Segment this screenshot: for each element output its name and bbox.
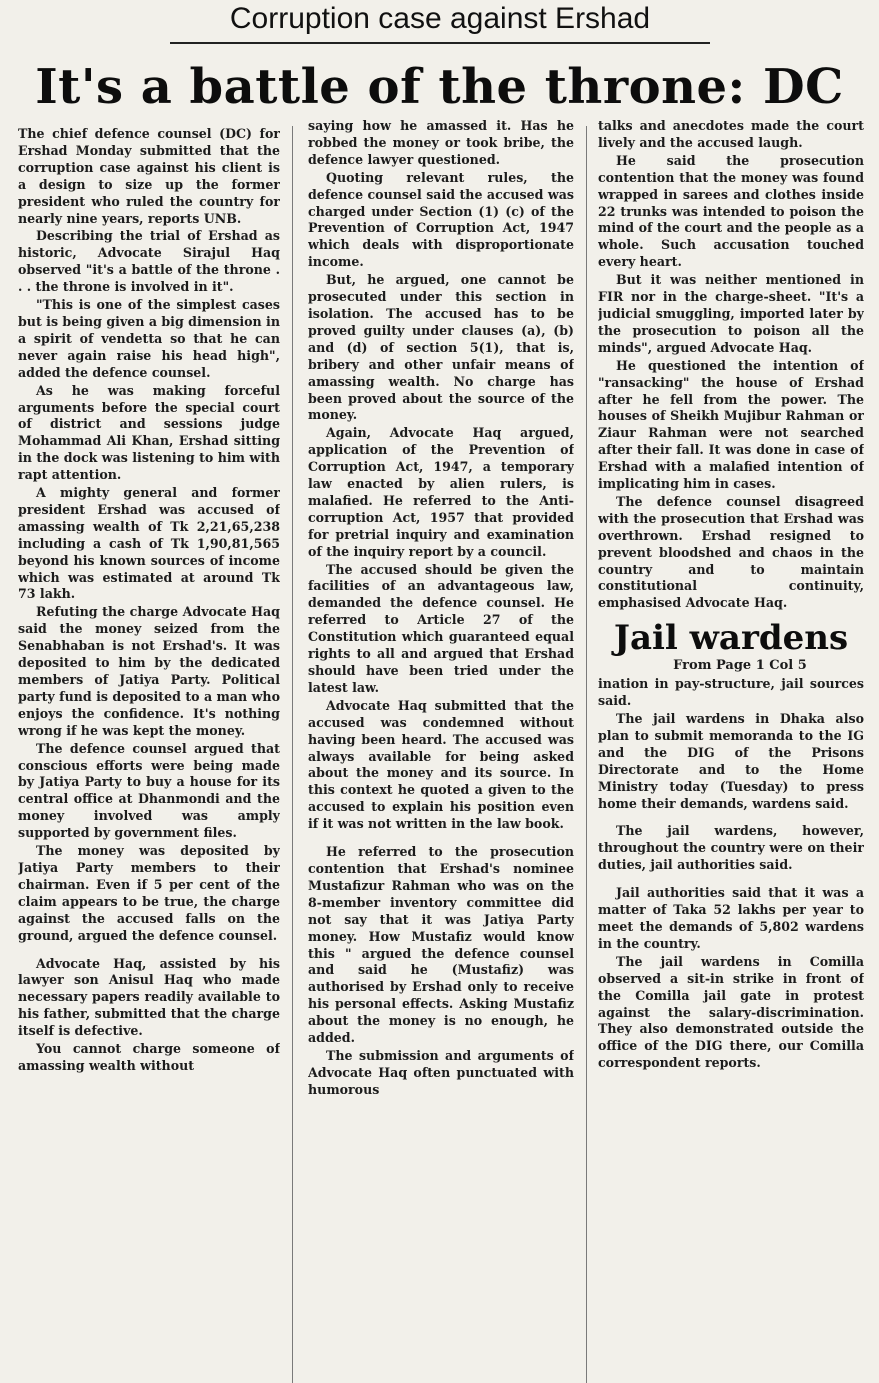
column-divider [586, 126, 587, 1383]
paragraph: The jail wardens in Comilla observed a sit-in strike in front of the Comilla jail gate in protest against the salary-discrimination. They also demonstrated outside the office of the DIG there, our Comilla correspondent reports. [598, 953, 864, 1071]
paragraph: Refuting the charge Advocate Haq said the money seized from the Senabhaban is not Ershad's. It was deposited to him by the dedicated members of Jatiya Party. Political party fund is deposited to a man who enjoys the confidence. It's nothing wrong if he was kept the money. [18, 604, 280, 738]
paragraph: Advocate Haq, assisted by his lawyer son Anisul Haq who made necessary papers readily available to his father, submitted that the charge itself is defective. [18, 955, 280, 1039]
main-headline: It's a battle of the throne: DC [35, 59, 844, 115]
paragraph: Again, Advocate Haq argued, application of the Prevention of Corruption Act, 1947, a temporary law enacted by alien rulers, is malafied. He referred to the Anti-corruption Act, 1957 that provided for pretrial inquiry and examination of the inquiry report by a council. [308, 425, 574, 559]
paragraph: A mighty general and former president Ershad was accused of amassing wealth of Tk 2,21,65,238 including a cash of Tk 1,90,81,565 beyond his known sources of income which was estimated at around Tk 73 lakh. [18, 485, 280, 602]
paragraph: ination in pay-structure, jail sources said. [598, 676, 864, 709]
paragraph: The chief defence counsel (DC) for Ershad Monday submitted that the corruption case against his client is a design to size up the former president who ruled the country for nearly nine years, reports UNB. [18, 126, 280, 226]
paragraph: But it was neither mentioned in FIR nor in the charge-sheet. "It's a judicial smuggling, imported later by the prosecution to poison all the minds", argued Advocate Haq. [598, 272, 864, 355]
article-column-1 [18, 126, 280, 1383]
paragraph: The accused should be given the facilities of an advantageous law, demanded the defence counsel. He referred to Article 27 of the Constitution which guaranteed equal rights to all and argued that Ershad should have been tried under the latest law. [308, 561, 574, 695]
paragraph: "This is one of the simplest cases but is being given a big dimension in a spirit of vendetta so that he can never again raise his head high", added the defence counsel. [18, 297, 280, 380]
paragraph: But, he argued, one cannot be prosecuted under this section in isolation. The accused has to be proved guilty under clauses (a), (b) and (d) of section 5(1), that is, bribery and other unfair means of amassing wealth. No charge has been proved about the source of the money. [308, 272, 574, 423]
paragraph: He referred to the prosecution contention that Ershad's nominee Mustafizur Rahman who was on the 8-member inventory committee did not say that it was Jatiya Party money. How Mustafiz would know this " argued the defence counsel and said he (Mustafiz) was authorised by Ershad only to receive his personal effects. Asking Mustafiz about the money is no enough, he added. [308, 844, 574, 1046]
paragraph: The defence counsel disagreed with the prosecution that Ershad was overthrown. Ershad resigned to prevent bloodshed and chaos in the country and to maintain constitutional continuity, emphasised Advocate Haq. [598, 493, 864, 611]
paragraph: The money was deposited by Jatiya Party members to their chairman. Even if 5 per cent of the claim appears to be true, the charge against the accused falls on the ground, argued the defence counsel. [18, 843, 280, 943]
paragraph: Quoting relevant rules, the defence counsel said the accused was charged under Section (1) (c) of the Prevention of Corruption Act, 1947 which deals with disproportionate income. [308, 169, 574, 270]
paragraph: He said the prosecution contention that the money was found wrapped in sarees and clothes inside 22 trunks was intended to poison the mind of the court and the people as a whole. Such accusation touched every heart. [598, 152, 864, 270]
paragraph: Describing the trial of Ershad as historic, Advocate Sirajul Haq observed "it's a battle of the throne . . . the throne is involved in it". [18, 228, 280, 295]
paragraph: The submission and arguments of Advocate Haq often punctuated with humorous [308, 1047, 574, 1097]
kicker-headline: Corruption case against Ershad [170, 0, 710, 44]
paragraph: Jail authorities said that it was a matter of Taka 52 lakhs per year to meet the demands of 5,802 wardens in the country. [598, 885, 864, 951]
paragraph: He questioned the intention of "ransacking" the house of Ershad after he fell from the power. The houses of Sheikh Mujibur Rahman or Ziaur Rahman were not searched after their fall. It was done in case of Ershad with a malafied intention of implicating him in cases. [598, 357, 864, 492]
paragraph: talks and anecdotes made the court lively and the accused laugh. [598, 118, 864, 150]
paragraph: The jail wardens, however, throughout the country were on their duties, jail authorities said. [598, 823, 864, 873]
jump-line: From Page 1 Col 5 [673, 658, 807, 674]
paragraph: Advocate Haq submitted that the accused was condemned without having been heard. The accused was always available for being asked about the money and its source. In this context he quoted a given to the accused to explain his position even if it was not written in the law book. [308, 697, 574, 832]
paragraph: The defence counsel argued that conscious efforts were being made by Jatiya Party to buy a house for its central office at Dhanmondi and the money involved was amply supported by government files. [18, 740, 280, 841]
paragraph: saying how he amassed it. Has he robbed the money or took bribe, the defence lawyer questioned. [308, 118, 574, 167]
column-divider [292, 126, 293, 1383]
article-column-2 [308, 118, 574, 1375]
article-column-3 [598, 118, 864, 1375]
paragraph: As he was making forceful arguments before the special court of district and sessions judge Mohammad Ali Khan, Ershad sitting in the dock was listening to him with rapt attention. [18, 382, 280, 483]
paragraph: The jail wardens in Dhaka also plan to submit memoranda to the IG and the DIG of the Prisons Directorate and to the Home Ministry today (Tuesday) to press home their demands, wardens said. [598, 711, 864, 811]
paragraph: You cannot charge someone of amassing wealth without [18, 1041, 280, 1073]
jail-wardens-headline: Jail wardens [613, 618, 849, 659]
